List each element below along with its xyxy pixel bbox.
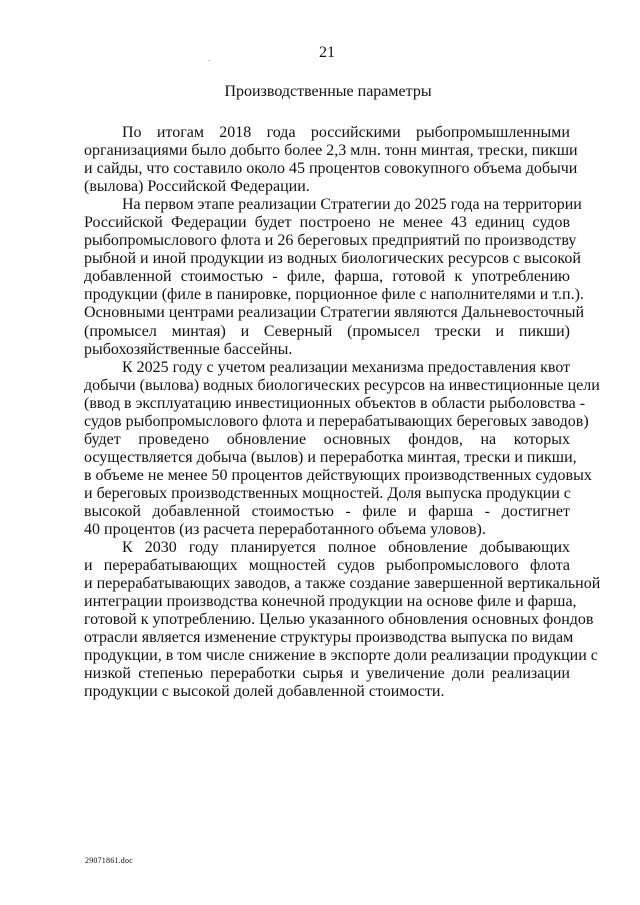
text-line: рыбохозяйственные бассейны.: [84, 340, 293, 358]
text-line: продукции, в том числе снижение в экспорте доли реализации продукции с: [84, 647, 598, 665]
page-number: 21: [319, 44, 335, 61]
text-line: высокой добавленной стоимостью - филе и фарша - достигнет: [84, 502, 570, 520]
text-line: По итогам 2018 года российскими рыбопромышленными: [122, 124, 570, 141]
text-line: в объеме не менее 50 процентов действующих производственных судовых: [84, 466, 592, 484]
text-line: и перерабатывающих мощностей судов рыбопромыслового флота: [84, 557, 570, 575]
text-line: отрасли является изменение структуры производства выпуска по видам: [84, 629, 574, 647]
text-line: На первом этапе реализации Стратегии до 2025 года на территории: [122, 196, 582, 214]
text-line: осуществляется добыча (вылов) и переработка минтая, трески и пикши,: [84, 448, 577, 466]
text-line: организациями было добыто более 2,3 млн. тонн минтая, трески, пикши: [84, 142, 578, 160]
text-line: (промысел минтая) и Северный (промысел трески и пикши): [84, 322, 570, 340]
text-line: рыбной и иной продукции из водных биологических ресурсов с высокой: [84, 250, 581, 268]
text-line: будет проведено обновление основных фондов, на которых: [84, 430, 570, 448]
paragraph: [84, 196, 585, 358]
footer-file-code: 29071861.doc: [85, 856, 133, 865]
paragraph: [84, 124, 578, 196]
text-line: рыбопромыслового флота и 26 береговых предприятий по производству: [84, 232, 577, 250]
text-line: 40 процентов (из расчета переработанного объема уловов).: [84, 521, 486, 539]
text-line: Российской Федерации будет построено не менее 43 единиц судов: [84, 214, 570, 232]
text-line: Основными центрами реализации Стратегии являются Дальневосточный: [84, 304, 585, 322]
text-line: продукции с высокой долей добавленной стоимости.: [84, 683, 445, 701]
text-line: готовой к употреблению. Целью указанного обновления основных фондов: [84, 611, 594, 629]
paragraph: [84, 358, 600, 539]
text-line: К 2030 году планируется полное обновление добывающих: [122, 539, 570, 557]
text-line: и береговых производственных мощностей. Доля выпуска продукции с: [84, 484, 571, 502]
paragraph: [84, 539, 601, 701]
text-line: К 2025 году с учетом реализации механизма предоставления квот: [122, 358, 571, 376]
section-title: Производственные параметры: [224, 83, 432, 100]
text-line: и перерабатывающих заводов, а также создание завершенной вертикальной: [84, 575, 601, 593]
text-line: (ввод в эксплуатацию инвестиционных объектов в области рыболовства -: [84, 394, 586, 412]
text-line: интеграции производства конечной продукции на основе филе и фарша,: [84, 593, 577, 611]
text-line: низкой степенью переработки сырья и увеличение доли реализации: [84, 665, 570, 683]
text-line: судов рыбопромыслового флота и перерабатывающих береговых заводов): [84, 412, 589, 430]
text-line: (вылова) Российской Федерации.: [84, 178, 310, 196]
body-text: [84, 124, 601, 702]
text-line: добавленной стоимостью - филе, фарша, готовой к употреблению: [84, 268, 570, 286]
text-line: добычи (вылова) водных биологических ресурсов на инвестиционные цели: [84, 376, 600, 394]
text-line: и сайды, что составило около 45 процентов совокупного объема добычи: [84, 160, 578, 178]
text-line: продукции (филе в панировке, порционное филе с наполнителями и т.п.).: [84, 286, 584, 304]
